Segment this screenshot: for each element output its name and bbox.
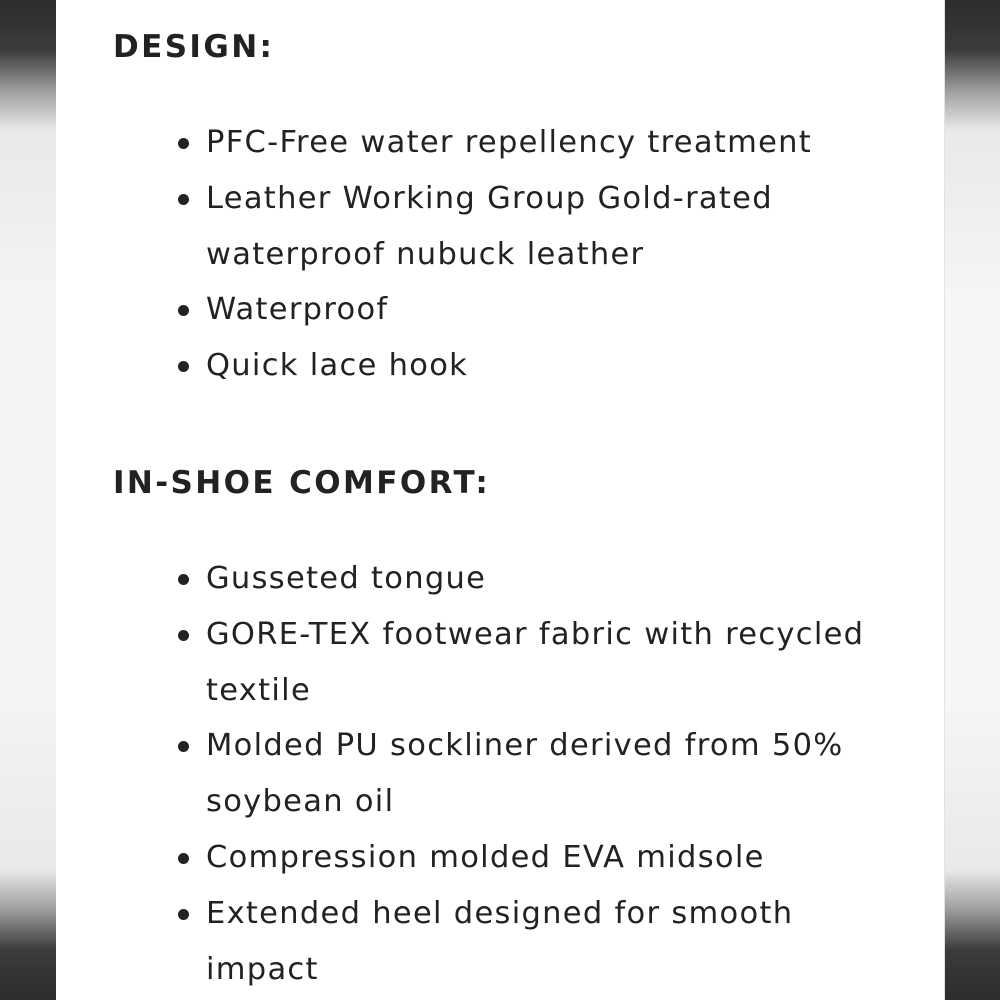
list-item: GORE-TEX footwear fabric with recycled textile [206,607,936,719]
list-item: Quick lace hook [206,338,936,394]
design-feature-list [56,115,936,394]
list-item: Compression molded EVA midsole [206,830,936,886]
list-item: Leather Working Group Gold-rated waterproof nubuck leather [206,171,936,283]
product-description-panel [56,0,945,1000]
list-item: Gusseted tongue [206,551,936,607]
list-item: Waterproof [206,282,936,338]
in-shoe-comfort-feature-list [56,551,936,997]
right-background-edge [945,0,1000,1000]
section-heading-in-shoe-comfort: IN-SHOE COMFORT: [113,465,491,501]
section-heading-design: DESIGN: [113,29,275,65]
list-item: Molded PU sockliner derived from 50% soybean oil [206,718,936,830]
list-item: PFC-Free water repellency treatment [206,115,936,171]
list-item: Extended heel designed for smooth impact [206,886,936,998]
left-background-edge [0,0,56,1000]
